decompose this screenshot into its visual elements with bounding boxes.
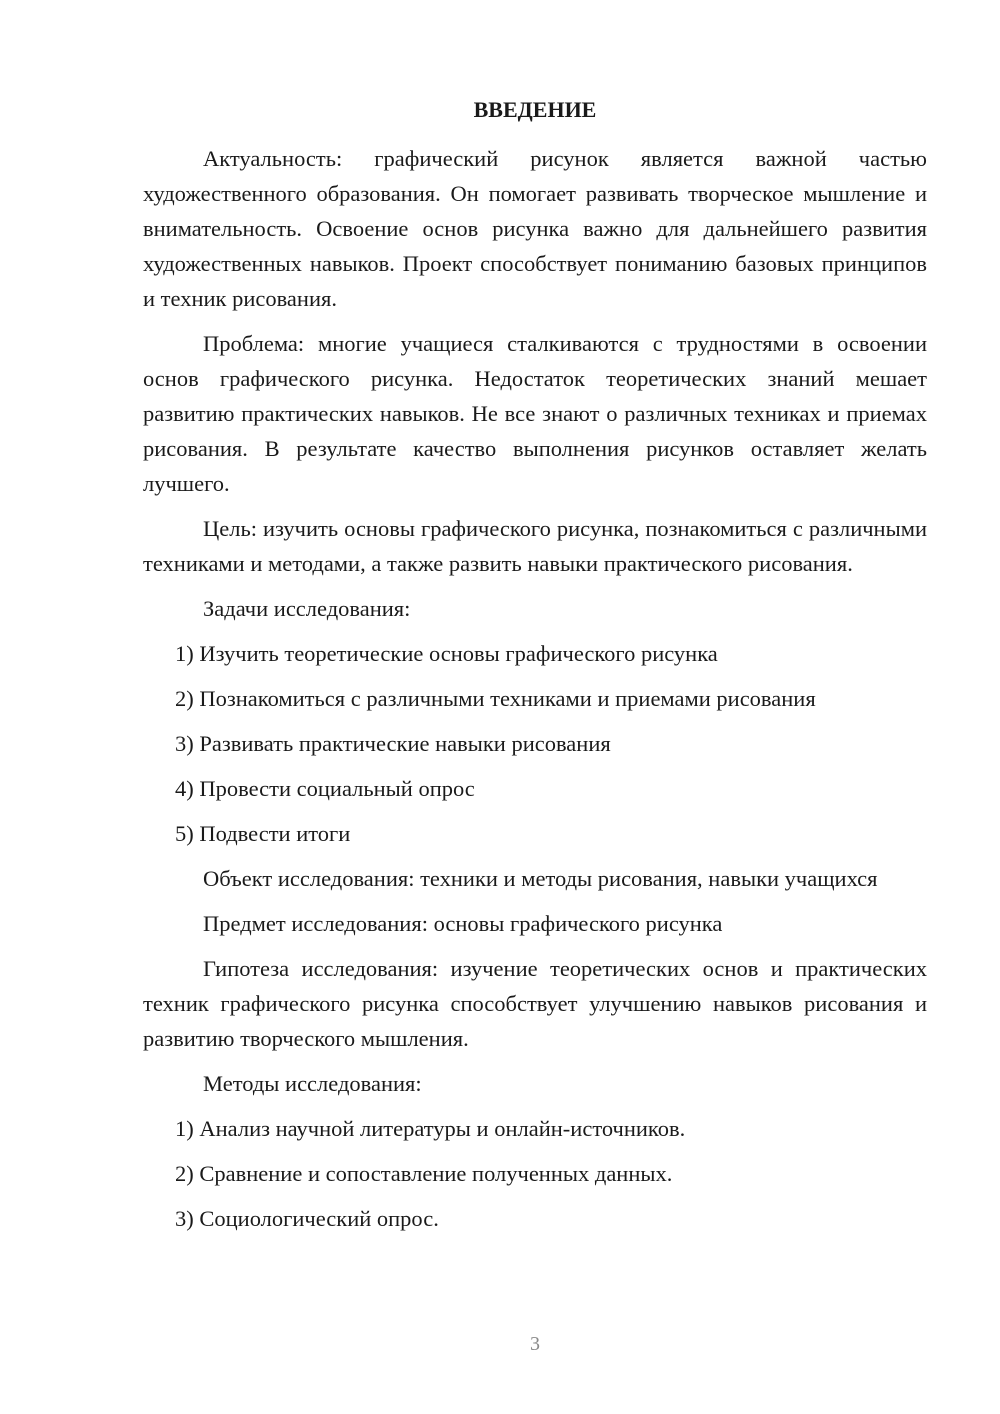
relevance-paragraph: Актуальность: графический рисунок является важной частью художественного образования. Он помогает развивать творческое мышление и внимательность. Освоение основ рисунка важно для дальнейшего развития художественных навыков. Проект способствует пониманию базовых принципов и техник рисования. <box>143 146 927 311</box>
hypothesis-paragraph: Гипотеза исследования: изучение теоретических основ и практических техник графического рисунка способствует улучшению навыков рисования и развитию творческого мышления. <box>143 956 927 1051</box>
list-item: 3) Развивать практические навыки рисования <box>175 731 611 756</box>
list-item: 3) Социологический опрос. <box>175 1206 439 1231</box>
object-paragraph: Объект исследования: техники и методы рисования, навыки учащихся <box>203 866 878 891</box>
tasks-list <box>143 636 927 851</box>
section-title: ВВЕДЕНИЕ <box>473 97 597 122</box>
tasks-heading: Задачи исследования: <box>203 596 411 621</box>
page-number: 3 <box>530 1333 540 1355</box>
goal-paragraph: Цель: изучить основы графического рисунка, познакомиться с различными техниками и методами, а также развить навыки практического рисования. <box>143 516 927 576</box>
document-page <box>143 92 927 1246</box>
list-item: 2) Сравнение и сопоставление полученных данных. <box>175 1161 673 1186</box>
list-item: 4) Провести социальный опрос <box>175 776 475 801</box>
list-item: 2) Познакомиться с различными техниками и приемами рисования <box>175 686 816 711</box>
list-item: 1) Анализ научной литературы и онлайн-источников. <box>175 1116 686 1141</box>
methods-list <box>143 1111 927 1236</box>
list-item: 1) Изучить теоретические основы графического рисунка <box>175 641 718 666</box>
problem-paragraph: Проблема: многие учащиеся сталкиваются с трудностями в освоении основ графического рисунка. Недостаток теоретических знаний мешает развитию практических навыков. Не все знают о различных техниках и приемах рисования. В результате качество выполнения рисунков оставляет желать лучшего. <box>143 331 927 496</box>
subject-paragraph: Предмет исследования: основы графического рисунка <box>203 911 723 936</box>
list-item: 5) Подвести итоги <box>175 821 351 846</box>
methods-heading: Методы исследования: <box>203 1071 422 1096</box>
